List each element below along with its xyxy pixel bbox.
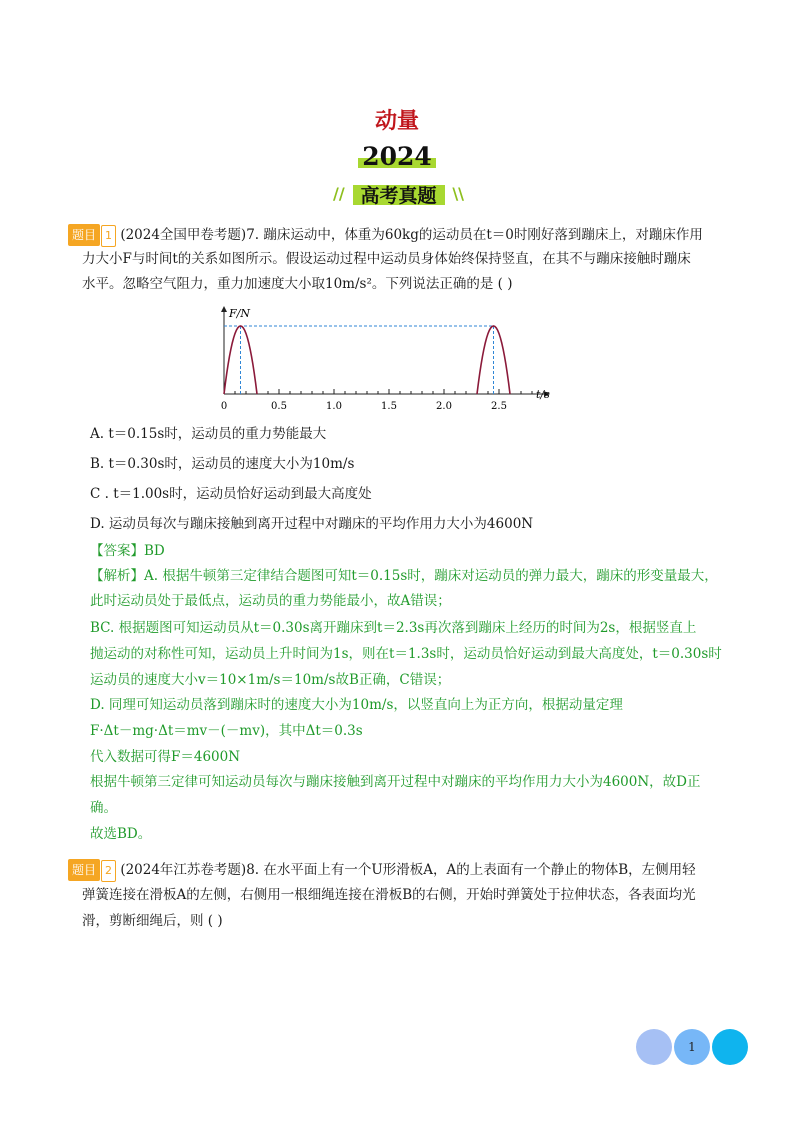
analysis-line: 抛运动的对称性可知，运动员上升时间为1s，则在t＝1.3s时，运动员恰好运动到最大高度处，t＝0.30s时 xyxy=(90,646,722,662)
q2-first-line xyxy=(68,859,696,882)
analysis-line: 【解析】A. 根据牛顿第三定律结合题图可知t＝0.15s时，蹦床对运动员的弹力最大，蹦床的形变量最大， xyxy=(90,568,718,584)
x-tick-label: 1.0 xyxy=(326,401,342,412)
analysis-line: 根据牛顿第三定律可知运动员每次与蹦床接触到离开过程中对蹦床的平均作用力大小为4600N，故D正 xyxy=(90,774,701,790)
q1-text-line: (2024全国甲卷考题)7. 蹦床运动中，体重为60kg的运动员在t＝0时刚好落到蹦床上，对蹦床作用 xyxy=(120,227,703,243)
q1-first-line xyxy=(68,224,703,247)
option-b: B. t＝0.30s时，运动员的速度大小为10m/s xyxy=(90,456,355,472)
analysis-line: 代入数据可得F＝4600N xyxy=(90,749,241,765)
page-indicator xyxy=(636,1029,750,1065)
year-text: 2024 xyxy=(358,142,436,171)
option-a: A. t＝0.15s时，运动员的重力势能最大 xyxy=(90,426,327,442)
x-tick-label: 1.5 xyxy=(381,401,397,412)
question-badge: 题目 xyxy=(68,859,100,881)
section-banner xyxy=(331,181,466,207)
analysis-line: F·Δt－mg·Δt＝mv－(－mv)，其中Δt＝0.3s xyxy=(90,723,363,739)
x-tick-label: 0 xyxy=(220,401,228,412)
question-badge: 题目 xyxy=(68,224,100,246)
question-number: 1 xyxy=(101,225,116,247)
question-number: 2 xyxy=(101,860,116,882)
force-time-chart xyxy=(200,300,570,418)
page-circle xyxy=(712,1029,748,1065)
y-axis-arrow xyxy=(221,306,227,312)
analysis-line: D. 同理可知运动员落到蹦床时的速度大小为10m/s，以竖直向上为正方向，根据动量定理 xyxy=(90,697,623,713)
banner-slash-right: \\ xyxy=(452,184,464,203)
x-tick-label: 2.5 xyxy=(491,401,507,412)
q1-text-line: 力大小F与时间t的关系如图所示。假设运动过程中运动员身体始终保持竖直，在其不与蹦床接触时蹦床 xyxy=(82,251,691,267)
banner-slash-left: // xyxy=(333,184,345,203)
q2-text-line: 弹簧连接在滑板A的左侧，右侧用一根细绳连接在滑板B的右侧，开始时弹簧处于拉伸状态，各表面均光 xyxy=(82,887,696,903)
x-tick-label: 0.5 xyxy=(271,401,287,412)
q1-text-line: 水平。忽略空气阻力，重力加速度大小取10m/s²。下列说法正确的是 ( ) xyxy=(82,276,513,292)
x-tick-label: 2.0 xyxy=(436,401,452,412)
page-circle xyxy=(636,1029,672,1065)
banner-title: 高考真题 xyxy=(360,185,437,207)
option-d: D. 运动员每次与蹦床接触到离开过程中对蹦床的平均作用力大小为4600N xyxy=(90,516,534,532)
analysis-line: 确。 xyxy=(90,800,117,816)
analysis-line: 运动员的速度大小v＝10×1m/s＝10m/s故B正确，C错误； xyxy=(90,672,451,688)
analysis-line: BC. 根据题图可知运动员从t＝0.30s离开蹦床到t＝2.3s再次落到蹦床上经历的时间为2s，根据竖直上 xyxy=(90,620,697,636)
analysis-line: 此时运动员处于最低点，运动员的重力势能最小，故A错误； xyxy=(90,593,451,609)
page-title: 动量 xyxy=(374,109,419,134)
analysis-line: 故选BD。 xyxy=(90,826,152,842)
answer: 【答案】BD xyxy=(90,543,165,559)
y-axis-label: F/N xyxy=(229,307,250,320)
q2-text-line: 滑，剪断细绳后，则 ( ) xyxy=(82,913,223,929)
option-c: C . t＝1.00s时，运动员恰好运动到最大高度处 xyxy=(90,486,372,502)
x-axis-label: t/s xyxy=(536,388,550,401)
page-number: 1 xyxy=(688,1040,696,1054)
q2-text-line: (2024年江苏卷考题)8. 在水平面上有一个U形滑板A，A的上表面有一个静止的物体B，左侧用轻 xyxy=(120,862,696,878)
year-heading xyxy=(0,142,794,171)
